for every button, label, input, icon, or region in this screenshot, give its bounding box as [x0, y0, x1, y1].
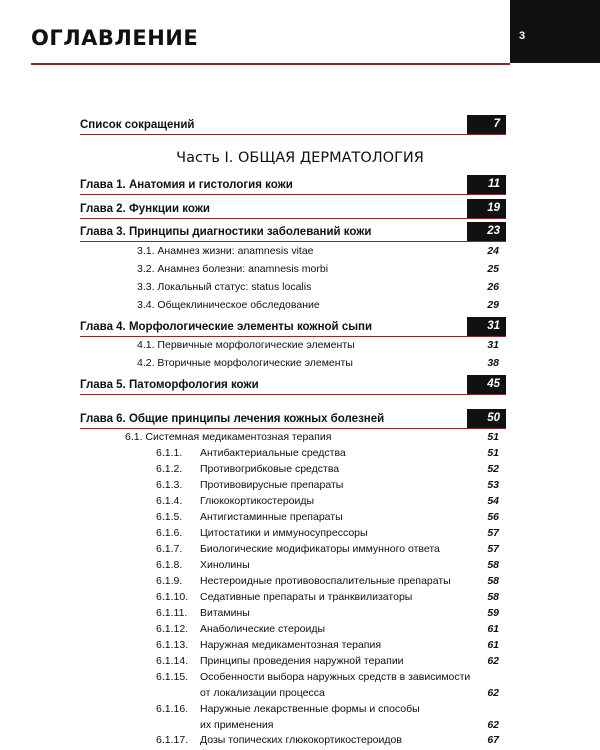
toc-entry-label: Глава 5. Патоморфология кожи: [80, 379, 259, 391]
toc-subsection-number: 6.1.13.: [156, 639, 189, 651]
toc-page-number: 11: [467, 175, 506, 194]
toc-subsection-number: 6.1.5.: [156, 511, 183, 523]
toc-subsection-label: Дозы топических глюкокортикостероидов: [200, 734, 402, 746]
toc-subsection-label: Биологические модификаторы иммунного ответа: [200, 543, 440, 555]
toc-section-label: 3.3. Локальный статус: status localis: [137, 281, 312, 293]
toc-subsection-number: 6.1.6.: [156, 527, 183, 539]
toc-page-number: 50: [467, 409, 506, 428]
toc-entry-chapter-2[interactable]: [80, 199, 506, 219]
toc-page-number: 58: [487, 575, 499, 587]
toc-subsection-6-1-8[interactable]: [0, 559, 600, 574]
toc-subsection-label: Наружная медикаментозная терапия: [200, 639, 382, 651]
toc-page-number: 58: [487, 559, 499, 571]
toc-subsection-6-1-7[interactable]: [0, 543, 600, 558]
toc-subsection-label: Наружные лекарственные формы и способы: [200, 703, 420, 715]
toc-subsection-label: Антигистаминные препараты: [200, 511, 343, 523]
toc-subsection-label: Особенности выбора наружных средств в зависимости: [200, 671, 471, 683]
toc-entry-chapter-4[interactable]: [80, 317, 506, 337]
toc-subsection-number: 6.1.16.: [156, 703, 189, 715]
toc-subsection-number: 6.1.10.: [156, 591, 189, 603]
toc-entry-chapter-6[interactable]: [80, 409, 506, 429]
toc-subsection-label-cont: от локализации процесса: [200, 687, 325, 699]
toc-page-number: 45: [467, 375, 506, 394]
toc-entry-label: Глава 1. Анатомия и гистология кожи: [80, 179, 293, 191]
toc-section-label: 4.1. Первичные морфологические элементы: [137, 339, 355, 351]
toc-subsection-6-1-3[interactable]: [0, 479, 600, 494]
toc-subsection-6-1-5[interactable]: [0, 511, 600, 526]
toc-section-label: 6.1. Системная медикаментозная терапия: [125, 431, 332, 443]
toc-entry-label: Глава 3. Принципы диагностики заболеваний кожи: [80, 226, 372, 238]
toc-page-number: 62: [487, 719, 499, 731]
toc-section-3-3[interactable]: [0, 281, 600, 296]
page-title: ОГЛАВЛЕНИЕ: [31, 26, 199, 50]
toc-subsection-number: 6.1.1.: [156, 447, 183, 459]
title-divider: [31, 63, 510, 65]
toc-page-number: 51: [487, 447, 499, 459]
toc-page-number: 29: [487, 299, 499, 311]
toc-page-number: 7: [467, 115, 506, 134]
toc-subsection-label: Хинолины: [200, 559, 250, 571]
toc-subsection-label: Витамины: [200, 607, 250, 619]
page-number-box: 3: [510, 0, 600, 63]
toc-subsection-label: Противовирусные препараты: [200, 479, 344, 491]
toc-page-number: 57: [487, 543, 499, 555]
toc-page-number: 61: [487, 623, 499, 635]
toc-subsection-6-1-15-cont[interactable]: [0, 687, 600, 702]
toc-subsection-label: Глюкокортикостероиды: [200, 495, 315, 507]
toc-entry-label: Глава 2. Функции кожи: [80, 203, 210, 215]
toc-section-6-1[interactable]: [0, 431, 600, 446]
toc-subsection-6-1-16[interactable]: [0, 703, 600, 718]
toc-section-label: 3.2. Анамнез болезни: anamnesis morbi: [137, 263, 329, 275]
toc-subsection-6-1-17[interactable]: [0, 734, 600, 749]
toc-page-number: 67: [487, 734, 499, 746]
toc-entry-chapter-1[interactable]: [80, 175, 506, 195]
toc-subsection-number: 6.1.11.: [156, 607, 188, 619]
toc-section-4-2[interactable]: [0, 357, 600, 372]
toc-subsection-6-1-14[interactable]: [0, 655, 600, 670]
toc-subsection-label: Противогрибковые средства: [200, 463, 340, 475]
toc-subsection-label: Антибактериальные средства: [200, 447, 346, 459]
toc-subsection-6-1-11[interactable]: [0, 607, 600, 622]
toc-page-number: 26: [487, 281, 499, 293]
toc-subsection-6-1-16-cont[interactable]: [0, 719, 600, 734]
toc-subsection-6-1-10[interactable]: [0, 591, 600, 606]
toc-subsection-number: 6.1.2.: [156, 463, 183, 475]
toc-subsection-label: Анаболические стероиды: [200, 623, 326, 635]
toc-subsection-number: 6.1.14.: [156, 655, 189, 667]
toc-page-number: 38: [487, 357, 499, 369]
toc-subsection-6-1-1[interactable]: [0, 447, 600, 462]
toc-page-number: 62: [487, 687, 499, 699]
toc-subsection-6-1-9[interactable]: [0, 575, 600, 590]
toc-subsection-label: Принципы проведения наружной терапии: [200, 655, 404, 667]
toc-page-number: 19: [467, 199, 506, 218]
toc-subsection-6-1-12[interactable]: [0, 623, 600, 638]
toc-page-number: 54: [487, 495, 499, 507]
toc-entry-label: Глава 6. Общие принципы лечения кожных болезней: [80, 413, 385, 425]
toc-page-number: 61: [487, 639, 499, 651]
toc-page-number: 23: [467, 222, 506, 241]
toc-page-number: 59: [487, 607, 499, 619]
toc-section-4-1[interactable]: [0, 339, 600, 354]
toc-page-number: 58: [487, 591, 499, 603]
toc-page-number: 53: [487, 479, 499, 491]
toc-section-label: 4.2. Вторичные морфологические элементы: [137, 357, 353, 369]
toc-page-number: 31: [487, 339, 499, 351]
toc-entry-abbreviations[interactable]: [80, 115, 506, 135]
toc-subsection-6-1-4[interactable]: [0, 495, 600, 510]
toc-subsection-label: Седативные препараты и транквилизаторы: [200, 591, 413, 603]
toc-page-number: 57: [487, 527, 499, 539]
toc-entry-chapter-3[interactable]: [80, 222, 506, 242]
toc-subsection-6-1-6[interactable]: [0, 527, 600, 542]
toc-subsection-label: Нестероидные противовоспалительные препараты: [200, 575, 451, 587]
toc-subsection-label: Цитостатики и иммуносупрессоры: [200, 527, 368, 539]
toc-subsection-6-1-15[interactable]: [0, 671, 600, 686]
toc-subsection-number: 6.1.12.: [156, 623, 189, 635]
toc-subsection-number: 6.1.9.: [156, 575, 183, 587]
toc-entry-label: Глава 4. Морфологические элементы кожной сыпи: [80, 321, 373, 333]
toc-section-3-2[interactable]: [0, 263, 600, 278]
toc-page-number: 56: [487, 511, 499, 523]
toc-subsection-number: 6.1.7.: [156, 543, 183, 555]
toc-section-label: 3.1. Анамнез жизни: anamnesis vitae: [137, 245, 314, 257]
toc-entry-label: Список сокращений: [80, 119, 195, 131]
toc-section-3-4[interactable]: [0, 299, 600, 314]
toc-entry-chapter-5[interactable]: [80, 375, 506, 395]
toc-page-number: 62: [487, 655, 499, 667]
toc-page-number: 52: [487, 463, 499, 475]
toc-subsection-number: 6.1.3.: [156, 479, 183, 491]
part-heading: Часть I. ОБЩАЯ ДЕРМАТОЛОГИЯ: [176, 150, 424, 166]
toc-subsection-number: 6.1.15.: [156, 671, 189, 683]
toc-page-number: 31: [467, 317, 506, 336]
toc-subsection-number: 6.1.17.: [156, 734, 189, 746]
toc-section-label: 3.4. Общеклиническое обследование: [137, 299, 320, 311]
toc-page-number: 25: [487, 263, 499, 275]
toc-page-number: 51: [487, 431, 499, 443]
toc-subsection-6-1-13[interactable]: [0, 639, 600, 654]
toc-section-3-1[interactable]: [0, 245, 600, 260]
toc-subsection-number: 6.1.4.: [156, 495, 183, 507]
toc-subsection-6-1-2[interactable]: [0, 463, 600, 478]
toc-subsection-number: 6.1.8.: [156, 559, 183, 571]
toc-page-number: 24: [487, 245, 499, 257]
toc-subsection-label-cont: их применения: [200, 719, 274, 731]
